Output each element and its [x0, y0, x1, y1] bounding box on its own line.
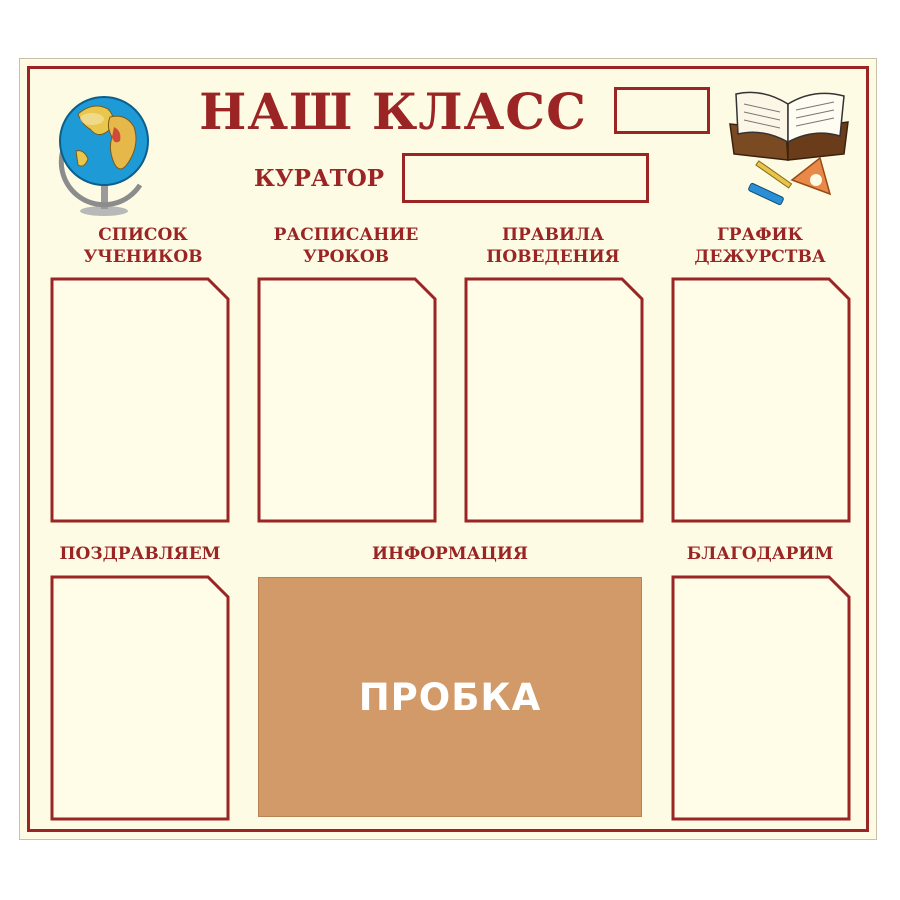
schedule-label: РАСПИСАНИЕ УРОКОВ — [273, 225, 419, 267]
congratulations-pocket — [50, 575, 230, 821]
stand-board — [19, 58, 877, 840]
thanks-label: БЛАГОДАРИМ — [686, 544, 834, 564]
books-icon — [726, 84, 856, 214]
rules-pocket — [464, 277, 644, 523]
thanks-pocket — [671, 575, 851, 821]
congratulations-label: ПОЗДРАВЛЯЕМ — [59, 544, 221, 564]
board-title: НАШ КЛАСС — [199, 82, 587, 141]
curator-name-box — [402, 153, 649, 203]
cork-board — [258, 577, 642, 817]
students-list-pocket — [50, 277, 230, 523]
cork-board-label: ПРОБКА — [358, 675, 542, 719]
schedule-pocket — [257, 277, 437, 523]
curator-label: КУРАТОР — [254, 165, 385, 192]
duty-schedule-pocket — [671, 277, 851, 523]
information-label: ИНФОРМАЦИЯ — [372, 544, 528, 564]
globe-icon — [48, 79, 168, 219]
duty-schedule-label: ГРАФИК ДЕЖУРСТВА — [694, 225, 826, 267]
rules-label: ПРАВИЛА ПОВЕДЕНИЯ — [486, 225, 620, 267]
students-list-label: СПИСОК УЧЕНИКОВ — [83, 225, 203, 267]
class-name-box — [614, 87, 710, 134]
